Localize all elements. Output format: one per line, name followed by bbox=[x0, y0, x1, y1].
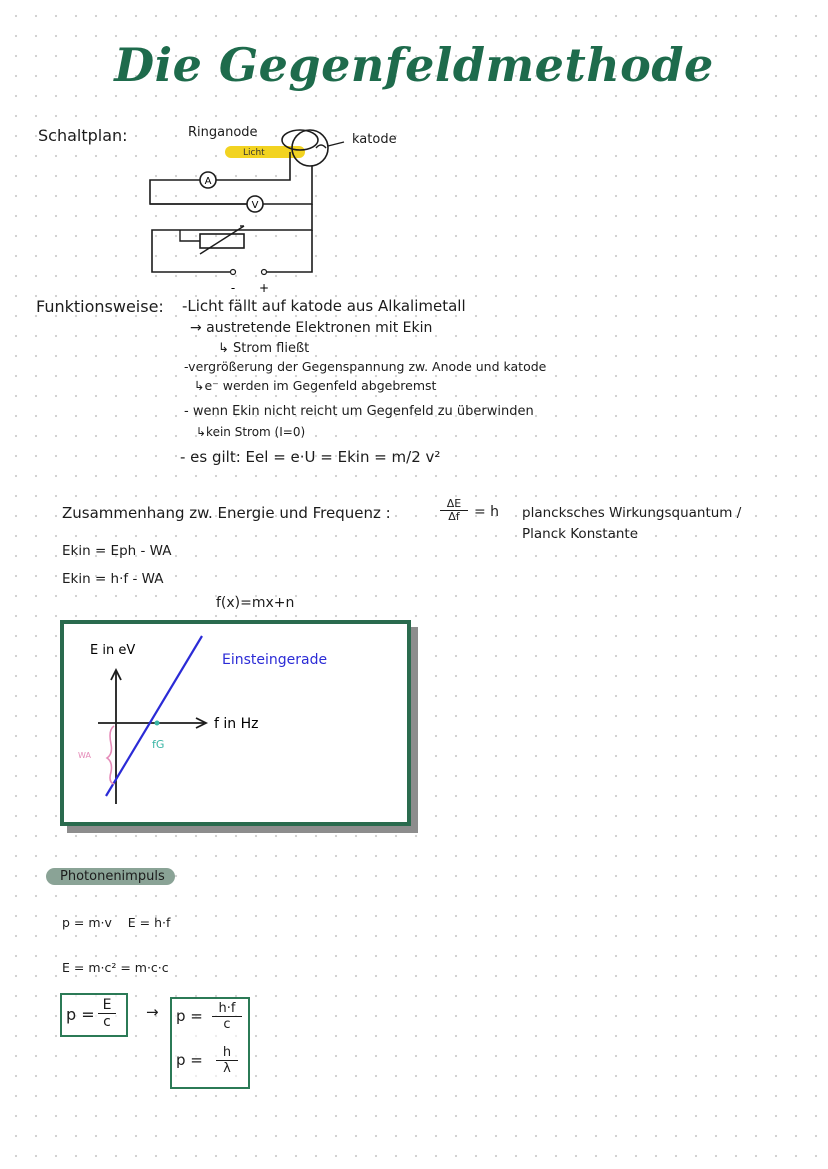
katode-label: katode bbox=[352, 132, 397, 147]
linear-function: f(x)=mx+n bbox=[216, 595, 295, 611]
function-line: ↳e⁻ werden im Gegenfeld abgebremst bbox=[194, 378, 437, 393]
photon-heading: Photonenimpuls bbox=[46, 868, 175, 885]
derive-arrow: → bbox=[146, 1003, 159, 1021]
fraction-numerator: ΔE bbox=[446, 497, 462, 510]
voltmeter-symbol: V bbox=[251, 200, 259, 211]
box2-num1: h·f bbox=[218, 1001, 236, 1016]
box1-den: c bbox=[103, 1014, 111, 1030]
ringanode-label: Ringanode bbox=[188, 125, 258, 140]
plus-terminal: + bbox=[258, 281, 270, 295]
circuit-diagram bbox=[140, 118, 460, 298]
fraction-denominator: Δf bbox=[448, 510, 460, 523]
function-line: -Licht fällt auf katode aus Alkalimetall bbox=[182, 297, 466, 315]
planck-note: Planck Konstante bbox=[522, 526, 639, 542]
x-axis-label: f in Hz bbox=[214, 716, 259, 732]
box1-num: E bbox=[102, 997, 112, 1013]
function-line: -vergrößerung der Gegenspannung zw. Anode und katode bbox=[184, 359, 547, 374]
box1-fraction bbox=[98, 997, 116, 1030]
wa-label: WA bbox=[78, 751, 91, 760]
box2-num2: h bbox=[222, 1045, 232, 1060]
function-line: ↳kein Strom (I=0) bbox=[196, 425, 306, 439]
page-title: Die Gegenfeldmethode bbox=[114, 38, 714, 92]
einstein-graph bbox=[64, 624, 407, 822]
relation-text: Zusammenhang zw. Energie und Frequenz : bbox=[62, 504, 391, 522]
fg-label: fG bbox=[152, 738, 165, 751]
result-box-p-hf bbox=[170, 997, 250, 1089]
box2-lhs1: p = bbox=[176, 1007, 203, 1025]
ekin-equation: Ekin = h·f - WA bbox=[62, 571, 164, 587]
planck-note: plancksches Wirkungsquantum / bbox=[522, 505, 742, 521]
ammeter-symbol: A bbox=[204, 176, 212, 187]
box1-lhs: p = bbox=[66, 1005, 95, 1024]
line-label: Einsteingerade bbox=[222, 652, 328, 668]
minus-terminal: - bbox=[230, 281, 236, 295]
function-line: - es gilt: Eel = e·U = Ekin = m/2 v² bbox=[180, 448, 441, 466]
licht-label: Licht bbox=[243, 148, 265, 158]
wa-brace bbox=[107, 726, 114, 784]
box2-lhs2: p = bbox=[176, 1051, 203, 1069]
function-line: → austretende Elektronen mit Ekin bbox=[190, 320, 433, 336]
schaltplan-label: Schaltplan: bbox=[38, 126, 128, 145]
fg-point bbox=[155, 721, 160, 726]
y-axis-label: E in eV bbox=[90, 643, 136, 658]
einstein-graph-frame bbox=[60, 620, 411, 826]
function-line: ↳ Strom fließt bbox=[218, 341, 310, 356]
box2-den2: λ bbox=[223, 1061, 231, 1076]
box2-fraction2 bbox=[216, 1045, 238, 1076]
result-box-p-e-c bbox=[60, 993, 128, 1037]
function-heading: Funktionsweise: bbox=[36, 297, 164, 316]
relation-fraction bbox=[440, 498, 468, 523]
ekin-equation: Ekin = Eph - WA bbox=[62, 543, 172, 559]
box2-fraction1 bbox=[212, 1001, 242, 1032]
function-line: - wenn Ekin nicht reicht um Gegenfeld zu überwinden bbox=[184, 404, 534, 419]
photon-eq: E = m·c² = m·c·c bbox=[62, 960, 169, 975]
photon-eq: p = m·v E = h·f bbox=[62, 915, 171, 930]
einstein-line bbox=[106, 636, 202, 796]
box2-den1: c bbox=[223, 1017, 231, 1032]
relation-equals: = h bbox=[474, 504, 500, 520]
